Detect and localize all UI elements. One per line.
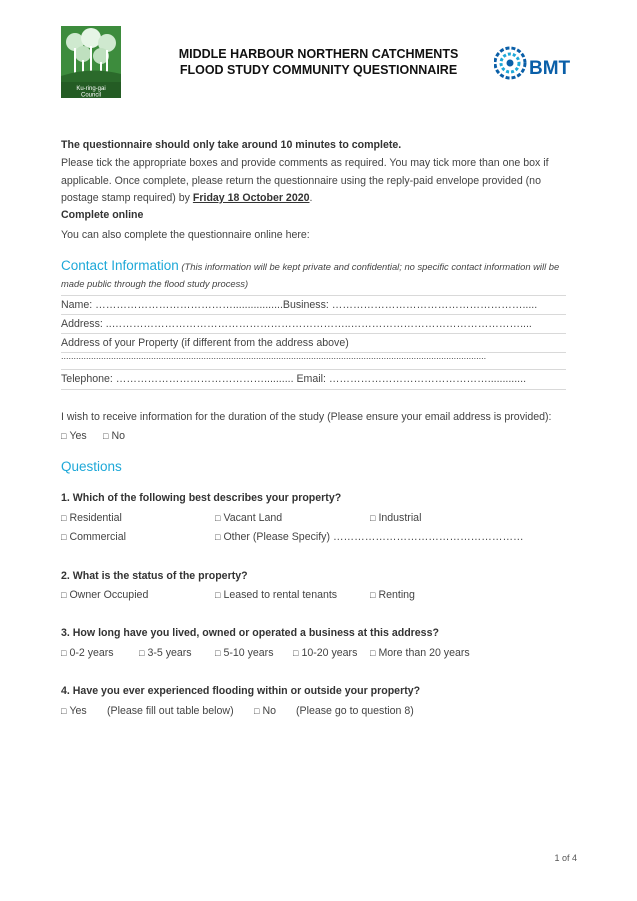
receive-info-question: I wish to receive information for the duration of the study (Please ensure your email address is provided): <box>61 411 552 423</box>
property-address-label: Address of your Property (if different from the address above) <box>61 337 349 349</box>
q2-leased-checkbox[interactable] <box>215 589 337 601</box>
checkbox-icon: □ <box>370 648 376 658</box>
online-heading: Complete online <box>61 209 144 221</box>
telephone-email-field[interactable]: Telephone: …………………………………….......... Email: ………………………………………............. <box>61 373 527 385</box>
question-1: 1. Which of the following best describes your property? <box>61 492 342 504</box>
q4-yes-note: (Please fill out table below) <box>107 705 234 717</box>
option-label: Industrial <box>378 512 422 524</box>
divider <box>61 369 566 370</box>
divider <box>61 333 566 334</box>
checkbox-icon: □ <box>139 648 145 658</box>
title-line-1: MIDDLE HARBOUR NORTHERN CATCHMENTS <box>178 47 459 61</box>
option-label: Commercial <box>69 531 126 543</box>
q1-other-checkbox[interactable] <box>215 531 524 543</box>
page-number: 1 of 4 <box>554 853 577 863</box>
option-label: Owner Occupied <box>69 589 149 601</box>
q3-0-2-years-checkbox[interactable] <box>61 647 114 659</box>
q2-owner-occupied-checkbox[interactable] <box>61 589 148 601</box>
checkbox-icon: □ <box>370 590 376 600</box>
svg-text:Ku-ring-gai: Ku-ring-gai <box>76 86 106 92</box>
q3-5-10-years-checkbox[interactable] <box>215 647 274 659</box>
receive-info-yes-checkbox[interactable] <box>61 430 87 442</box>
checkbox-icon: □ <box>61 431 67 441</box>
checkbox-icon: □ <box>61 706 67 716</box>
q3-10-20-years-checkbox[interactable] <box>293 647 357 659</box>
option-label: Yes <box>69 430 87 442</box>
option-label: Residential <box>69 512 122 524</box>
q4-yes-checkbox[interactable] <box>61 705 87 717</box>
bmt-logo <box>494 44 576 82</box>
document-title <box>166 46 471 78</box>
receive-info-no-checkbox[interactable] <box>103 430 125 442</box>
property-address-field[interactable]: .......................................................................................................................................................................... <box>61 351 487 361</box>
online-text: You can also complete the questionnaire online here: <box>61 229 310 241</box>
intro-text: Please tick the appropriate boxes and provide comments as required. You may tick more than one box if applicable. Once complete, please return the questionnaire using the reply-paid envelope provided (no postage stamp required) by <box>61 157 549 204</box>
checkbox-icon: □ <box>215 648 221 658</box>
divider <box>61 389 566 390</box>
svg-text:Council: Council <box>80 92 102 98</box>
q1-industrial-checkbox[interactable] <box>370 512 421 524</box>
checkbox-icon: □ <box>61 648 67 658</box>
option-label: Vacant Land <box>223 512 283 524</box>
contact-note: (This information will be kept private and confidential; no specific contact information will be made public through the flood study process) <box>61 261 560 289</box>
option-label: 10-20 years <box>301 647 358 659</box>
option-label: 5-10 years <box>223 647 274 659</box>
option-label: Leased to rental tenants <box>223 589 338 601</box>
checkbox-icon: □ <box>370 513 376 523</box>
option-label: No <box>262 705 276 717</box>
option-label: No <box>111 430 125 442</box>
checkbox-icon: □ <box>215 513 221 523</box>
checkbox-icon: □ <box>293 648 299 658</box>
question-3: 3. How long have you lived, owned or operated a business at this address? <box>61 627 439 639</box>
intro-paragraph <box>61 155 566 208</box>
intro-text-end: . <box>309 192 313 204</box>
q1-vacant-land-checkbox[interactable] <box>215 512 282 524</box>
q2-renting-checkbox[interactable] <box>370 589 415 601</box>
questions-heading: Questions <box>61 459 122 474</box>
option-label: More than 20 years <box>378 647 470 659</box>
q3-more-than-20-checkbox[interactable] <box>370 647 470 659</box>
contact-heading: Contact Information <box>61 258 179 273</box>
question-2: 2. What is the status of the property? <box>61 570 248 582</box>
checkbox-icon: □ <box>61 590 67 600</box>
option-label: Yes <box>69 705 87 717</box>
question-4: 4. Have you ever experienced flooding within or outside your property? <box>61 685 421 697</box>
checkbox-icon: □ <box>103 431 109 441</box>
q1-residential-checkbox[interactable] <box>61 512 122 524</box>
q4-no-note: (Please go to question 8) <box>296 705 414 717</box>
q4-no-checkbox[interactable] <box>254 705 276 717</box>
option-label: Renting <box>378 589 415 601</box>
name-business-field[interactable]: Name: ………………………………….................Business: ………………………………………………..... <box>61 299 538 311</box>
intro-lead: The questionnaire should only take around 10 minutes to complete. <box>61 139 402 151</box>
q3-3-5-years-checkbox[interactable] <box>139 647 192 659</box>
svg-text:BMT: BMT <box>529 58 571 79</box>
checkbox-icon: □ <box>61 513 67 523</box>
checkbox-icon: □ <box>254 706 260 716</box>
deadline-date: Friday 18 October 2020 <box>192 192 310 204</box>
divider <box>61 314 566 315</box>
option-label: 3-5 years <box>147 647 192 659</box>
address-field[interactable]: Address: ..…………………………………………………………..………………………………………….... <box>61 318 532 330</box>
checkbox-icon: □ <box>215 532 221 542</box>
ku-ring-gai-council-logo <box>61 26 121 98</box>
checkbox-icon: □ <box>215 590 221 600</box>
checkbox-icon: □ <box>61 532 67 542</box>
contact-section <box>61 257 571 292</box>
option-label: Other (Please Specify) ……………………………………………… <box>223 531 524 543</box>
title-line-2: FLOOD STUDY COMMUNITY QUESTIONNAIRE <box>179 63 458 77</box>
option-label: 0-2 years <box>69 647 114 659</box>
q1-commercial-checkbox[interactable] <box>61 531 126 543</box>
divider <box>61 295 566 296</box>
